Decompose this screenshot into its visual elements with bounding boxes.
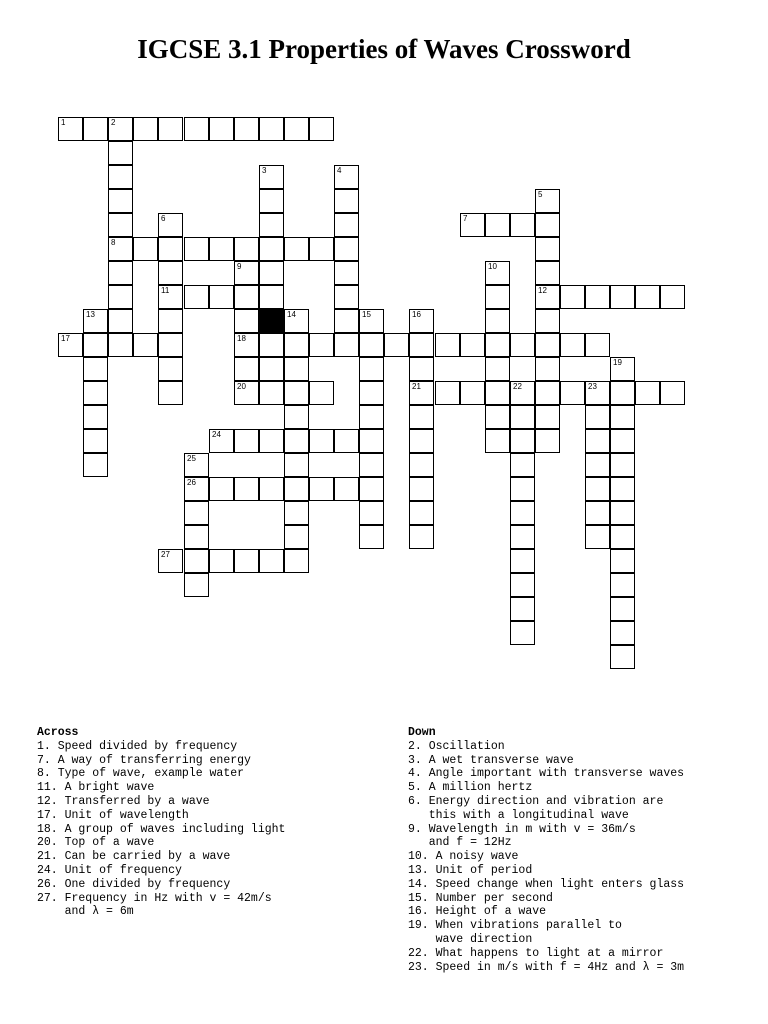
crossword-cell bbox=[83, 117, 108, 141]
crossword-cell bbox=[108, 117, 133, 141]
clue-number: 12 bbox=[538, 286, 547, 295]
clue-down: 2. Oscillation bbox=[408, 739, 505, 753]
crossword-cell bbox=[409, 333, 434, 357]
crossword-cell bbox=[334, 165, 359, 189]
crossword-cell bbox=[184, 237, 209, 261]
crossword-cell bbox=[234, 261, 259, 285]
clue-across: 18. A group of waves including light bbox=[37, 822, 286, 836]
crossword-cell bbox=[409, 525, 434, 549]
crossword-cell bbox=[309, 117, 334, 141]
crossword-cell bbox=[435, 381, 460, 405]
crossword-cell bbox=[209, 477, 234, 501]
clue-across: 12. Transferred by a wave bbox=[37, 794, 210, 808]
crossword-cell bbox=[309, 333, 334, 357]
crossword-cell bbox=[158, 381, 183, 405]
clue-across: 17. Unit of wavelength bbox=[37, 808, 189, 822]
crossword-cell bbox=[259, 165, 284, 189]
crossword-cell bbox=[234, 237, 259, 261]
crossword-cell bbox=[58, 117, 83, 141]
crossword-cell bbox=[209, 237, 234, 261]
crossword-cell bbox=[158, 261, 183, 285]
clue-number: 6 bbox=[161, 214, 166, 223]
crossword-cell bbox=[359, 357, 384, 381]
clue-number: 24 bbox=[212, 430, 221, 439]
crossword-cell bbox=[535, 429, 560, 453]
clue-number: 15 bbox=[362, 310, 371, 319]
crossword-cell bbox=[409, 429, 434, 453]
crossword-cell bbox=[309, 429, 334, 453]
crossword-cell bbox=[585, 525, 610, 549]
crossword-cell bbox=[259, 333, 284, 357]
crossword-cell bbox=[610, 477, 635, 501]
crossword-cell bbox=[133, 117, 158, 141]
crossword-cell bbox=[83, 453, 108, 477]
crossword-cell bbox=[510, 429, 535, 453]
crossword-cell bbox=[309, 237, 334, 261]
crossword-cell bbox=[585, 333, 610, 357]
crossword-cell bbox=[510, 573, 535, 597]
crossword-cell bbox=[359, 429, 384, 453]
crossword-cell bbox=[284, 549, 309, 573]
crossword-cell bbox=[384, 333, 409, 357]
clue-across: 26. One divided by frequency bbox=[37, 877, 231, 891]
crossword-cell bbox=[510, 333, 535, 357]
crossword-cell bbox=[284, 525, 309, 549]
crossword-cell bbox=[510, 549, 535, 573]
crossword-cell bbox=[409, 357, 434, 381]
crossword-cell bbox=[485, 381, 510, 405]
crossword-cell bbox=[158, 549, 183, 573]
clue-number: 19 bbox=[613, 358, 622, 367]
crossword-cell bbox=[535, 189, 560, 213]
crossword-cell bbox=[284, 429, 309, 453]
crossword-cell bbox=[108, 261, 133, 285]
crossword-cell bbox=[485, 309, 510, 333]
crossword-cell bbox=[184, 501, 209, 525]
crossword-cell bbox=[485, 405, 510, 429]
crossword-cell bbox=[284, 309, 309, 333]
crossword-cell bbox=[585, 381, 610, 405]
crossword-cell bbox=[610, 573, 635, 597]
crossword-cell bbox=[585, 285, 610, 309]
crossword-cell bbox=[184, 117, 209, 141]
crossword-cell bbox=[460, 381, 485, 405]
crossword-cell bbox=[83, 429, 108, 453]
crossword-cell bbox=[485, 261, 510, 285]
crossword-cell bbox=[660, 381, 685, 405]
clue-down: 5. A million hertz bbox=[408, 781, 533, 795]
crossword-cell bbox=[334, 285, 359, 309]
clue-down: 3. A wet transverse wave bbox=[408, 753, 574, 767]
clue-number: 17 bbox=[61, 334, 70, 343]
crossword-cell bbox=[510, 477, 535, 501]
crossword-cell bbox=[359, 381, 384, 405]
crossword-cell bbox=[535, 405, 560, 429]
crossword-cell bbox=[133, 333, 158, 357]
crossword-cell bbox=[334, 213, 359, 237]
clue-down: 23. Speed in m/s with f = 4Hz and λ = 3m bbox=[408, 960, 685, 974]
crossword-cell bbox=[158, 333, 183, 357]
crossword-cell bbox=[485, 213, 510, 237]
clue-number: 22 bbox=[513, 382, 522, 391]
crossword-cell bbox=[259, 357, 284, 381]
crossword-cell bbox=[409, 477, 434, 501]
clue-number: 26 bbox=[187, 478, 196, 487]
clue-down: 15. Number per second bbox=[408, 891, 553, 905]
crossword-cell bbox=[510, 453, 535, 477]
crossword-cell bbox=[334, 429, 359, 453]
crossword-cell bbox=[234, 357, 259, 381]
crossword-cell bbox=[284, 453, 309, 477]
crossword-cell bbox=[284, 405, 309, 429]
clue-number: 7 bbox=[463, 214, 468, 223]
crossword-cell bbox=[209, 285, 234, 309]
crossword-cell bbox=[234, 333, 259, 357]
crossword-cell bbox=[585, 501, 610, 525]
clue-number: 8 bbox=[111, 238, 116, 247]
clue-number: 13 bbox=[86, 310, 95, 319]
crossword-cell bbox=[259, 477, 284, 501]
crossword-cell bbox=[234, 429, 259, 453]
crossword-cell bbox=[610, 621, 635, 645]
crossword-cell bbox=[535, 261, 560, 285]
crossword-cell bbox=[234, 381, 259, 405]
crossword-cell bbox=[158, 237, 183, 261]
crossword-cell bbox=[184, 525, 209, 549]
crossword-cell bbox=[234, 117, 259, 141]
crossword-cell bbox=[585, 429, 610, 453]
crossword-cell bbox=[610, 453, 635, 477]
crossword-cell bbox=[535, 213, 560, 237]
crossword-cell bbox=[83, 405, 108, 429]
crossword-cell bbox=[108, 333, 133, 357]
crossword-cell bbox=[610, 381, 635, 405]
crossword-cell bbox=[409, 381, 434, 405]
crossword-cell bbox=[234, 309, 259, 333]
crossword-cell bbox=[635, 381, 660, 405]
clue-number: 16 bbox=[412, 310, 421, 319]
crossword-cell bbox=[284, 357, 309, 381]
crossword-cell bbox=[108, 285, 133, 309]
crossword-block bbox=[259, 309, 284, 333]
clue-across: 27. Frequency in Hz with v = 42m/s and λ = 6m bbox=[37, 891, 272, 919]
crossword-cell bbox=[359, 309, 384, 333]
crossword-cell bbox=[359, 405, 384, 429]
clue-down: 4. Angle important with transverse waves bbox=[408, 767, 685, 781]
down-heading: Down bbox=[408, 726, 436, 739]
crossword-cell bbox=[610, 525, 635, 549]
crossword-cell bbox=[560, 381, 585, 405]
clue-down: 10. A noisy wave bbox=[408, 850, 519, 864]
crossword-cell bbox=[184, 573, 209, 597]
crossword-cell bbox=[409, 405, 434, 429]
crossword-cell bbox=[209, 117, 234, 141]
crossword-cell bbox=[259, 429, 284, 453]
crossword-cell bbox=[184, 477, 209, 501]
clue-across: 20. Top of a wave bbox=[37, 836, 155, 850]
crossword-cell bbox=[209, 429, 234, 453]
down-clues bbox=[408, 726, 758, 974]
crossword-cell bbox=[485, 333, 510, 357]
clue-number: 10 bbox=[488, 262, 497, 271]
crossword-cell bbox=[234, 549, 259, 573]
crossword-cell bbox=[259, 285, 284, 309]
crossword-cell bbox=[108, 213, 133, 237]
crossword-cell bbox=[83, 309, 108, 333]
crossword-cell bbox=[83, 381, 108, 405]
crossword-cell bbox=[510, 525, 535, 549]
crossword-cell bbox=[158, 285, 183, 309]
clue-number: 5 bbox=[538, 190, 543, 199]
crossword-cell bbox=[585, 405, 610, 429]
crossword-cell bbox=[209, 549, 234, 573]
clue-down: 9. Wavelength in m with v = 36m/s and f = 12Hz bbox=[408, 822, 636, 850]
crossword-cell bbox=[560, 333, 585, 357]
crossword-cell bbox=[535, 309, 560, 333]
clue-across: 8. Type of wave, example water bbox=[37, 767, 245, 781]
crossword-cell bbox=[359, 477, 384, 501]
crossword-cell bbox=[560, 285, 585, 309]
crossword-cell bbox=[585, 453, 610, 477]
clue-number: 25 bbox=[187, 454, 196, 463]
crossword-cell bbox=[510, 405, 535, 429]
crossword-cell bbox=[284, 237, 309, 261]
clue-down: 14. Speed change when light enters glass bbox=[408, 877, 685, 891]
clue-across: 21. Can be carried by a wave bbox=[37, 850, 231, 864]
crossword-cell bbox=[83, 333, 108, 357]
crossword-cell bbox=[133, 237, 158, 261]
crossword-cell bbox=[334, 261, 359, 285]
clue-down: 16. Height of a wave bbox=[408, 905, 547, 919]
clue-down: 19. When vibrations parallel to wave direction bbox=[408, 919, 622, 946]
crossword-cell bbox=[610, 429, 635, 453]
crossword-cell bbox=[334, 189, 359, 213]
crossword-cell bbox=[535, 357, 560, 381]
crossword-cell bbox=[158, 309, 183, 333]
across-heading: Across bbox=[37, 726, 79, 739]
crossword-cell bbox=[284, 381, 309, 405]
crossword-cell bbox=[184, 549, 209, 573]
crossword-cell bbox=[660, 285, 685, 309]
clue-number: 2 bbox=[111, 118, 116, 127]
crossword-cell bbox=[259, 381, 284, 405]
crossword-cell bbox=[334, 237, 359, 261]
clue-down: 22. What happens to light at a mirror bbox=[408, 946, 664, 960]
clue-number: 9 bbox=[237, 262, 242, 271]
crossword-cell bbox=[284, 117, 309, 141]
clue-number: 14 bbox=[287, 310, 296, 319]
crossword-cell bbox=[460, 333, 485, 357]
crossword-cell bbox=[108, 189, 133, 213]
crossword-cell bbox=[234, 477, 259, 501]
crossword-cell bbox=[610, 357, 635, 381]
crossword-cell bbox=[58, 333, 83, 357]
crossword-cell bbox=[108, 141, 133, 165]
crossword-cell bbox=[535, 381, 560, 405]
clue-number: 21 bbox=[412, 382, 421, 391]
crossword-cell bbox=[158, 357, 183, 381]
crossword-cell bbox=[610, 285, 635, 309]
crossword-cell bbox=[510, 213, 535, 237]
crossword-cell bbox=[359, 501, 384, 525]
crossword-cell bbox=[309, 381, 334, 405]
crossword-cell bbox=[158, 213, 183, 237]
crossword-cell bbox=[610, 597, 635, 621]
crossword-cell bbox=[585, 477, 610, 501]
clue-number: 11 bbox=[161, 286, 170, 295]
crossword-cell bbox=[485, 285, 510, 309]
clue-number: 18 bbox=[237, 334, 246, 343]
crossword-cell bbox=[510, 621, 535, 645]
crossword-cell bbox=[259, 213, 284, 237]
crossword-cell bbox=[259, 549, 284, 573]
crossword-cell bbox=[635, 285, 660, 309]
crossword-cell bbox=[460, 213, 485, 237]
clue-number: 4 bbox=[337, 166, 342, 175]
crossword-cell bbox=[259, 237, 284, 261]
crossword-cell bbox=[108, 309, 133, 333]
clue-number: 3 bbox=[262, 166, 267, 175]
crossword-cell bbox=[535, 237, 560, 261]
crossword-cell bbox=[610, 645, 635, 669]
clue-number: 23 bbox=[588, 382, 597, 391]
crossword-cell bbox=[259, 117, 284, 141]
crossword-cell bbox=[108, 165, 133, 189]
crossword-cell bbox=[83, 357, 108, 381]
crossword-cell bbox=[535, 285, 560, 309]
crossword-cell bbox=[435, 333, 460, 357]
crossword-cell bbox=[359, 525, 384, 549]
crossword-cell bbox=[284, 501, 309, 525]
crossword-cell bbox=[535, 333, 560, 357]
crossword-cell bbox=[510, 597, 535, 621]
page-title: IGCSE 3.1 Properties of Waves Crossword bbox=[137, 34, 631, 64]
clue-down: 13. Unit of period bbox=[408, 863, 533, 877]
crossword-cell bbox=[485, 429, 510, 453]
crossword-cell bbox=[510, 381, 535, 405]
crossword-cell bbox=[334, 477, 359, 501]
crossword-cell bbox=[610, 501, 635, 525]
crossword-cell bbox=[610, 405, 635, 429]
crossword-cell bbox=[485, 357, 510, 381]
crossword-cell bbox=[409, 501, 434, 525]
crossword-cell bbox=[409, 309, 434, 333]
clue-number: 20 bbox=[237, 382, 246, 391]
crossword-cell bbox=[108, 237, 133, 261]
crossword-cell bbox=[610, 549, 635, 573]
clue-across: 7. A way of transferring energy bbox=[37, 753, 251, 767]
clue-number: 27 bbox=[161, 550, 170, 559]
crossword-cell bbox=[158, 117, 183, 141]
crossword-cell bbox=[334, 333, 359, 357]
crossword-cell bbox=[184, 453, 209, 477]
crossword-cell bbox=[334, 309, 359, 333]
crossword-cell bbox=[284, 477, 309, 501]
crossword-cell bbox=[309, 477, 334, 501]
crossword-cell bbox=[284, 333, 309, 357]
crossword-cell bbox=[359, 453, 384, 477]
clue-number: 1 bbox=[61, 118, 66, 127]
across-clues bbox=[37, 726, 377, 919]
clue-across: 24. Unit of frequency bbox=[37, 863, 182, 877]
crossword-cell bbox=[234, 285, 259, 309]
clue-down: 6. Energy direction and vibration are this with a longitudinal wave bbox=[408, 794, 664, 822]
clue-across: 1. Speed divided by frequency bbox=[37, 739, 238, 753]
crossword-cell bbox=[510, 501, 535, 525]
crossword-cell bbox=[409, 453, 434, 477]
crossword-cell bbox=[259, 189, 284, 213]
clue-across: 11. A bright wave bbox=[37, 781, 155, 795]
crossword-cell bbox=[184, 285, 209, 309]
crossword-cell bbox=[359, 333, 384, 357]
crossword-cell bbox=[259, 261, 284, 285]
